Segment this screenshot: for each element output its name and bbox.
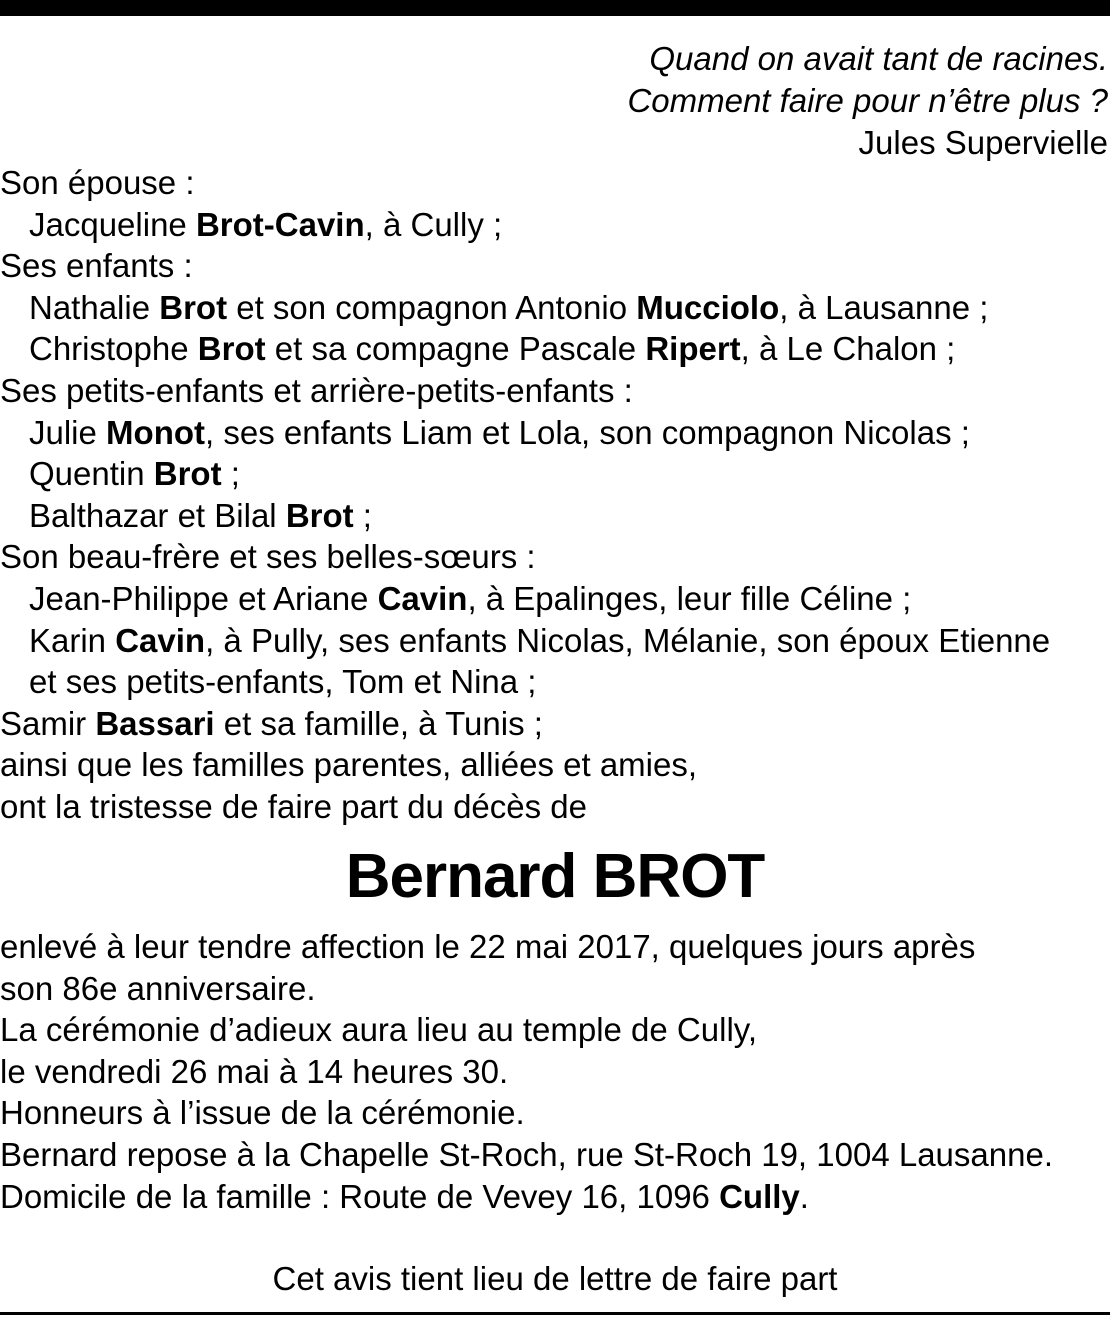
footer-note: Cet avis tient lieu de lettre de faire part (272, 1260, 838, 1297)
grandchild-entry (0, 453, 1108, 495)
bottom-rule (0, 1312, 1110, 1315)
closing-line: ont la tristesse de faire part du décès de (0, 787, 588, 825)
inlaw-entry (0, 578, 1108, 620)
entry-text: Samir (0, 704, 96, 742)
surname: Brot (153, 455, 222, 493)
details-line: le vendredi 26 mai à 14 heures 30. (0, 1052, 509, 1090)
details-line: enlevé à leur tendre affection le 22 mai 2017, quelques jours après (0, 928, 976, 965)
family-list (0, 162, 1108, 828)
surname: Cavin (377, 579, 468, 617)
epigraph-author: Jules Supervielle (858, 124, 1108, 161)
first-name: Jacqueline (29, 205, 196, 243)
deceased-name: Bernard BROT (345, 842, 765, 911)
entry-text: ; (353, 496, 372, 534)
epigraph (208, 38, 1108, 164)
details-line: son 86e anniversaire. (0, 969, 316, 1007)
entry-text: , à Pully, ses enfants Nicolas, Mélanie, son époux Etienne (205, 621, 1051, 659)
entry-text: Balthazar et Bilal (29, 496, 286, 534)
entry-text: , à Lausanne ; (779, 288, 989, 326)
address-town: Cully (719, 1177, 800, 1215)
entry-text: , ses enfants Liam et Lola, son compagnon Nicolas ; (205, 413, 970, 451)
epigraph-line: Comment faire pour n’être plus ? (627, 82, 1108, 119)
entry-text: et sa famille, à Tunis ; (214, 704, 543, 742)
entry-text: Karin (29, 621, 116, 659)
entry-text: , à Epalinges, leur fille Céline ; (467, 579, 912, 617)
address-text: Domicile de la famille : Route de Vevey 16, 1096 (0, 1177, 720, 1215)
friend-entry (0, 703, 1108, 745)
ceremony-details (0, 926, 1108, 1217)
surname: Mucciolo (636, 288, 780, 326)
entry-text: , à Cully ; (364, 205, 503, 243)
top-rule (0, 0, 1110, 16)
closing-line: ainsi que les familles parentes, alliées et amies, (0, 746, 698, 784)
entry-text: Christophe (29, 330, 198, 368)
grandchild-entry (0, 412, 1108, 454)
entry-text: Nathalie (29, 288, 160, 326)
spouse-entry (0, 204, 1108, 246)
inlaws-heading: Son beau-frère et ses belles-sœurs : (0, 538, 536, 576)
family-address (0, 1176, 1108, 1218)
entry-text: et son compagnon Antonio (227, 288, 637, 326)
child-entry (0, 328, 1108, 370)
surname: Brot (197, 330, 266, 368)
entry-text: Quentin (29, 455, 154, 493)
entry-text: et sa compagne Pascale (265, 330, 646, 368)
details-line: Bernard repose à la Chapelle St-Roch, rue St-Roch 19, 1004 Lausanne. (0, 1135, 1053, 1173)
surname: Monot (106, 413, 205, 451)
surname: Ripert (645, 330, 741, 368)
spouse-heading: Son épouse : (0, 164, 195, 201)
surname: Bassari (95, 704, 215, 742)
surname: Brot-Cavin (195, 205, 365, 243)
details-line: La cérémonie d’adieux aura lieu au temple de Cully, (0, 1011, 758, 1049)
grandchild-entry (0, 495, 1108, 537)
epigraph-line: Quand on avait tant de racines. (649, 40, 1108, 77)
entry-text: ; (221, 455, 240, 493)
details-line: Honneurs à l’issue de la cérémonie. (0, 1094, 525, 1132)
grandchildren-heading: Ses petits-enfants et arrière-petits-enfants : (0, 371, 633, 409)
entry-text: , à Le Chalon ; (740, 330, 956, 368)
entry-text: Jean-Philippe et Ariane (29, 579, 378, 617)
surname: Brot (159, 288, 228, 326)
inlaw-entry (0, 620, 1108, 662)
surname: Brot (285, 496, 354, 534)
entry-text: Julie (29, 413, 107, 451)
inlaw-entry-continued: et ses petits-enfants, Tom et Nina ; (29, 663, 537, 701)
child-entry (0, 287, 1108, 329)
address-text: . (799, 1177, 809, 1215)
surname: Cavin (115, 621, 206, 659)
children-heading: Ses enfants : (0, 247, 193, 285)
